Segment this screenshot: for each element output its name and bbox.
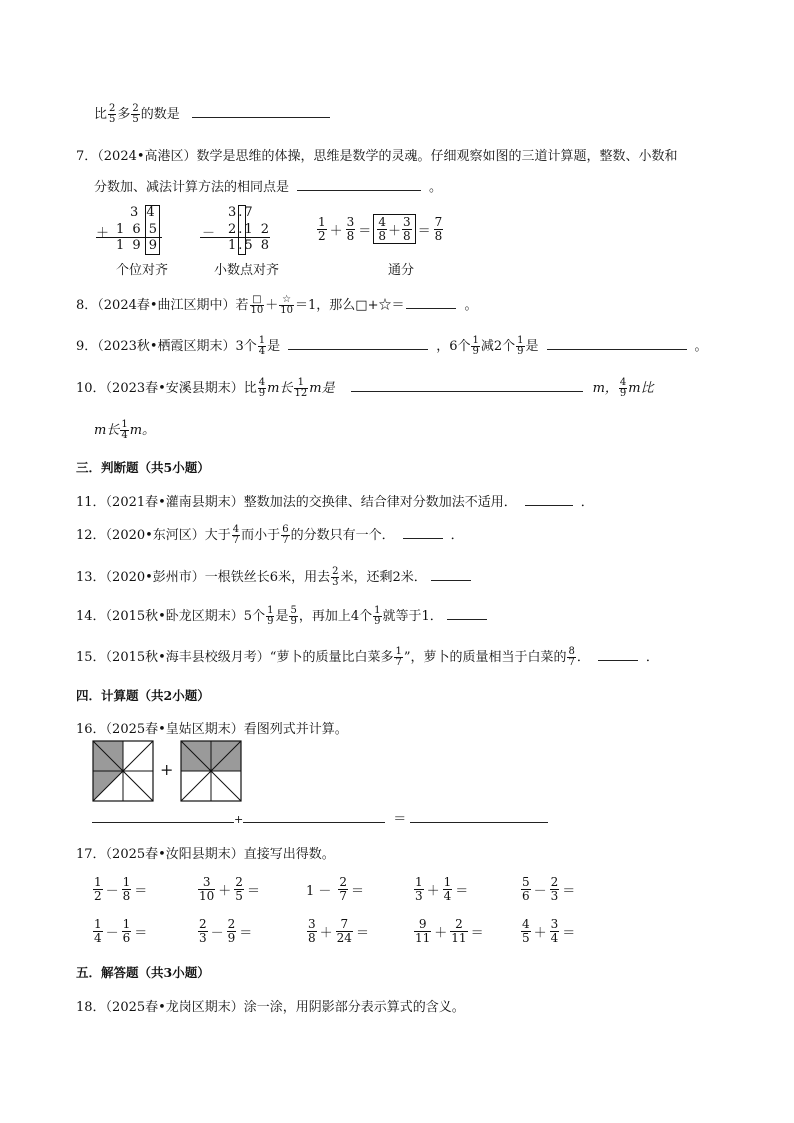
mental-math-item: $\frac{5}{6}$ － $\frac{2}{3}$ ＝: [522, 875, 576, 903]
mental-math-item: $\frac{9}{11}$ ＋ $\frac{2}{11}$ ＝: [415, 917, 484, 945]
section-3-heading: 三．判断题（共5小题）: [76, 460, 210, 475]
q10: 10．（2023春•安溪县期末）比 $\frac{4}{9}$ m长 $\frac{1}{12}$ m是 m， $\frac{4}{9}$ m比: [76, 376, 654, 399]
answer-blank[interactable]: [406, 294, 456, 309]
mental-math-item: $\frac{3}{8}$ ＋ $\frac{7}{24}$ ＝: [308, 917, 369, 945]
answer-blank[interactable]: [525, 491, 573, 506]
q11: 11．（2021春•灌南县期末）整数加法的交换律、结合律对分数加法不适用． ．: [76, 491, 594, 510]
common-denominator-box: $\frac{4}{8}$ ＋ $\frac{3}{8}$: [373, 214, 415, 244]
caption-ones-aligned: 个位对齐: [116, 263, 169, 278]
plus-sign: +: [160, 760, 174, 779]
caption-decimal-aligned: 小数点对齐: [214, 263, 280, 278]
mental-math-item: 1 － $\frac{2}{7}$ ＝: [306, 875, 365, 903]
answer-blank[interactable]: [351, 377, 583, 392]
answer-blank[interactable]: [243, 808, 385, 823]
answer-blank[interactable]: [447, 605, 487, 620]
q18: 18．（2025春•龙岗区期末）涂一涂，用阴影部分表示算式的含义。: [76, 1000, 465, 1015]
q8: 8．（2024春•曲江区期中）若 $\frac{□}{10}$ ＋ $\frac{☆}{10}$ ＝1，那么□+☆＝ 。: [76, 293, 478, 316]
q14: 14．（2015秋•卧龙区期末）5个 $\frac{1}{9}$ 是 $\frac{5}{9}$ ，再加上4个 $\frac{1}{9}$ 就等于1．: [76, 605, 487, 628]
answer-blank[interactable]: [410, 808, 548, 823]
mental-math-item: $\frac{1}{4}$ － $\frac{1}{6}$ ＝: [94, 917, 148, 945]
mental-math-item: $\frac{2}{3}$ － $\frac{2}{9}$ ＝: [199, 917, 253, 945]
q16: 16．（2025春•皇姑区期末）看图列式并计算。: [76, 722, 348, 737]
answer-blank[interactable]: [431, 566, 471, 581]
square-figure-left: [93, 741, 153, 801]
section-5-heading: 五．解答题（共3小题）: [76, 965, 210, 980]
mental-math-item: $\frac{4}{5}$ ＋ $\frac{3}{4}$ ＝: [522, 917, 576, 945]
mental-math-item: $\frac{1}{3}$ ＋ $\frac{1}{4}$ ＝: [415, 875, 469, 903]
q7-line1: 7．（2024•高港区）数学是思维的体操，思维是数学的灵魂。仔细观察如图的三道计算题，整数、小数和: [76, 149, 678, 164]
answer-blank[interactable]: [598, 646, 638, 661]
ones-column-box: [145, 205, 160, 255]
answer-blank[interactable]: [403, 524, 443, 539]
answer-blank[interactable]: [297, 176, 421, 191]
section-4-heading: 四．计算题（共2小题）: [76, 688, 210, 703]
q7-line2: 分数加、减法计算方法的相同点是 。: [94, 176, 442, 195]
caption-common-denominator: 通分: [388, 263, 415, 278]
q16-answer-row: + ＝: [92, 808, 548, 827]
mental-math-item: $\frac{3}{10}$ ＋ $\frac{2}{5}$ ＝: [199, 875, 260, 903]
square-figure-right: [181, 741, 241, 801]
q6-tail: 比 $\frac{2}{5}$ 多 $\frac{2}{5}$ 的数是: [94, 103, 330, 126]
q13: 13．（2020•彭州市）一根铁丝长6米，用去 $\frac{2}{3}$ 米，还剩2米．: [76, 566, 471, 589]
q15: 15．（2015秋•海丰县校级月考）“萝卜的质量比白菜多 $\frac{1}{7}$ ”，萝卜的质量相当于白菜的 $\frac{8}{7}$ ． ．: [76, 645, 659, 668]
q17: 17．（2025春•汝阳县期末）直接写出得数。: [76, 847, 335, 862]
decimal-point-box: [238, 205, 246, 255]
answer-blank[interactable]: [192, 103, 330, 118]
q12: 12．（2020•东河区）大于 $\frac{4}{7}$ 而小于 $\frac{6}{7}$ 的分数只有一个． ．: [76, 523, 464, 546]
mental-math-item: $\frac{1}{2}$ － $\frac{1}{8}$ ＝: [94, 875, 148, 903]
answer-blank[interactable]: [92, 808, 234, 823]
answer-blank[interactable]: [547, 335, 687, 350]
answer-blank[interactable]: [288, 335, 428, 350]
q9: 9．（2023秋•栖霞区期末）3个 $\frac{1}{4}$ 是 ，6个 $\frac{1}{9}$ 减2个 $\frac{1}{9}$ 是 。: [76, 334, 708, 357]
q10-line2: m长 $\frac{1}{4}$ m。: [94, 418, 156, 441]
